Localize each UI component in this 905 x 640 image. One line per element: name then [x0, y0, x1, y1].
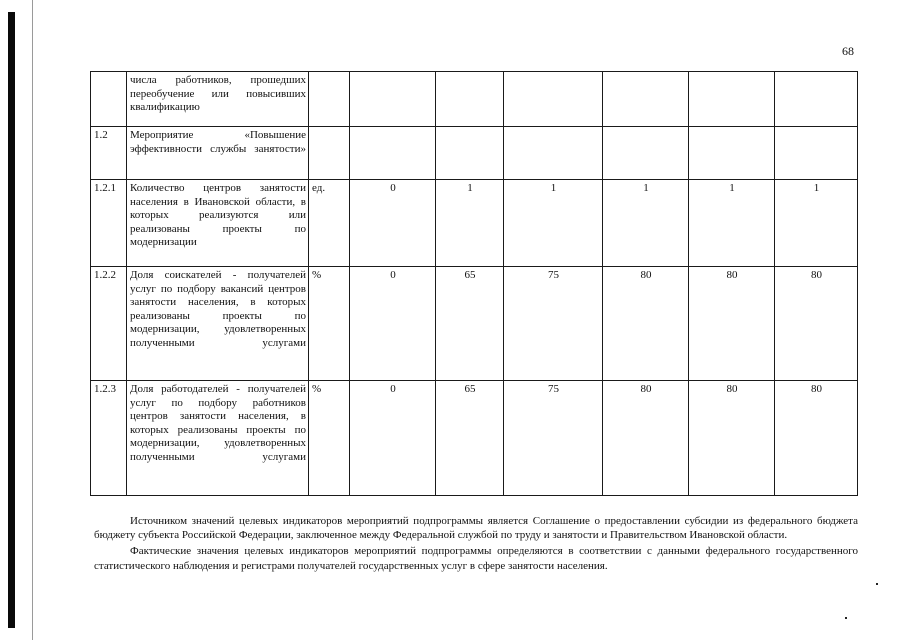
row-number-cell: 1.2 — [91, 127, 127, 180]
indicator-name-cell: Доля работодателей - получателей услуг по подбору работников центров занятости населения, в которых реализованы проекты по модернизации, удовлетворенных полученными услугами — [127, 381, 309, 496]
scan-speck — [845, 617, 847, 619]
value-cell: 0 — [350, 267, 436, 381]
value-cell: 1 — [689, 180, 775, 267]
unit-cell: % — [309, 267, 350, 381]
value-cell: 1 — [436, 180, 504, 267]
row-number-cell: 1.2.1 — [91, 180, 127, 267]
scan-edge-shadow — [8, 12, 15, 628]
notes-section — [94, 514, 858, 573]
unit-cell — [309, 72, 350, 127]
table-row — [91, 127, 858, 180]
value-cell: 65 — [436, 267, 504, 381]
unit-cell: % — [309, 381, 350, 496]
row-number-cell — [91, 72, 127, 127]
value-cell — [350, 127, 436, 180]
value-cell — [436, 127, 504, 180]
unit-cell — [309, 127, 350, 180]
scan-speck — [876, 583, 878, 585]
value-cell: 80 — [775, 267, 858, 381]
table-row — [91, 180, 858, 267]
value-cell: 1 — [504, 180, 603, 267]
value-cell: 80 — [603, 267, 689, 381]
indicator-name-cell: Мероприятие «Повышение эффективности службы занятости» — [127, 127, 309, 180]
value-cell — [603, 72, 689, 127]
value-cell: 1 — [603, 180, 689, 267]
note-paragraph-actual-values: Фактические значения целевых индикаторов мероприятий подпрограммы определяются в соответствии с данными федерального государственного статистического наблюдения и регистрами получателей государственных услуг в сфере занятости населения. — [94, 545, 858, 572]
indicator-name-cell: Количество центров занятости населения в Ивановской области, в которых реализуются или реализованы проекты по модернизации — [127, 180, 309, 267]
value-cell: 80 — [603, 381, 689, 496]
value-cell: 75 — [504, 381, 603, 496]
value-cell — [504, 127, 603, 180]
indicators-table — [90, 71, 858, 496]
unit-cell: ед. — [309, 180, 350, 267]
value-cell: 0 — [350, 381, 436, 496]
value-cell: 1 — [775, 180, 858, 267]
value-cell — [689, 127, 775, 180]
value-cell: 65 — [436, 381, 504, 496]
value-cell — [775, 72, 858, 127]
value-cell — [775, 127, 858, 180]
value-cell — [689, 72, 775, 127]
indicator-name-cell: числа работников, прошедших переобучение или повысивших квалификацию — [127, 72, 309, 127]
table-row — [91, 381, 858, 496]
value-cell — [436, 72, 504, 127]
value-cell — [504, 72, 603, 127]
page-number: 68 — [842, 44, 854, 58]
note-paragraph-source: Источником значений целевых индикаторов мероприятий подпрограммы является Соглашение о предоставлении субсидии из федерального бюджета бюджету субъекта Российской Федерации, заключенное между Федеральной службой по труду и занятости и Правительством Ивановской области. — [94, 515, 858, 542]
value-cell: 80 — [689, 381, 775, 496]
row-number-cell: 1.2.2 — [91, 267, 127, 381]
value-cell: 75 — [504, 267, 603, 381]
row-number-cell: 1.2.3 — [91, 381, 127, 496]
value-cell — [350, 72, 436, 127]
scan-fold-line — [32, 0, 33, 640]
value-cell: 0 — [350, 180, 436, 267]
value-cell — [603, 127, 689, 180]
value-cell: 80 — [775, 381, 858, 496]
table-row — [91, 72, 858, 127]
indicators-table-body — [91, 72, 858, 496]
value-cell: 80 — [689, 267, 775, 381]
indicator-name-cell: Доля соискателей - получателей услуг по подбору вакансий центров занятости населения, в которых реализованы проекты по модернизации, удовлетворенных полученными услугами — [127, 267, 309, 381]
table-row — [91, 267, 858, 381]
